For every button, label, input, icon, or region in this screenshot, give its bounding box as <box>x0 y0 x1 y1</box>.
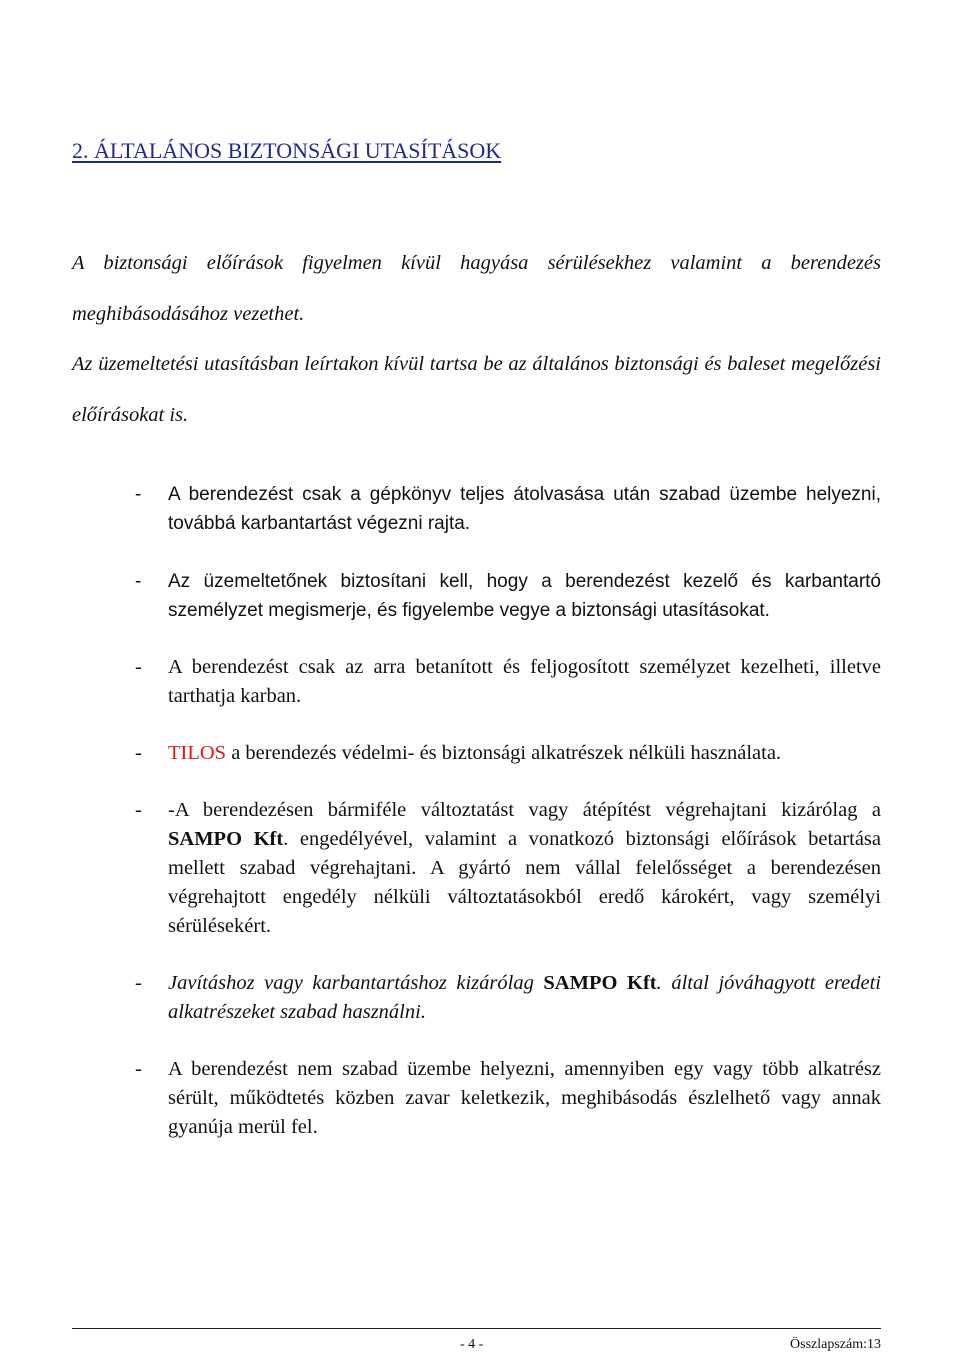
list-item <box>135 796 881 941</box>
page-number: - 4 - <box>460 1337 484 1352</box>
intro-paragraph-2: Az üzemeltetési utasításban leírtakon kívül tartsa be az általános biztonsági és baleset megelőzési előírásokat is. <box>72 353 881 426</box>
list-dash: - <box>135 972 142 994</box>
list-item-text: Az üzemeltetőnek biztosítani kell, hogy a berendezést kezelő és karbantartó személyzet megismerje, és figyelembe vegye a biztonsági utasításokat. <box>168 571 881 621</box>
intro-paragraph-1: A biztonsági előírások figyelmen kívül hagyása sérülésekhez valamint a berendezés meghibásodásához vezethet. <box>72 252 881 325</box>
intro-text <box>72 238 881 440</box>
list-dash: - <box>135 1058 142 1080</box>
footer-divider <box>72 1328 881 1329</box>
section-heading: 2. ÁLTALÁNOS BIZTONSÁGI UTASÍTÁSOK <box>72 138 502 163</box>
list-item-text: A berendezést csak az arra betanított és feljogosított személyzet kezelheti, illetve tarthatja karban. <box>168 656 881 707</box>
list-dash: - <box>135 656 142 678</box>
list-item-text: A berendezést csak a gépkönyv teljes átolvasása után szabad üzembe helyezni, továbbá karbantartást végezni rajta. <box>168 484 881 534</box>
list-dash: - <box>135 799 142 821</box>
list-dash: - <box>135 484 142 505</box>
safety-instruction-list <box>135 480 881 1142</box>
prohibited-label: TILOS <box>168 742 227 764</box>
list-item-text: . által jóváhagyott eredeti alkatrészeket szabad használni. <box>168 972 881 1023</box>
list-item <box>135 739 881 768</box>
company-name: SAMPO Kft <box>543 972 657 994</box>
list-item <box>135 1055 881 1142</box>
list-dash: - <box>135 571 142 592</box>
list-item <box>135 969 881 1027</box>
list-item <box>135 567 881 625</box>
total-pages: Összlapszám:13 <box>790 1337 881 1352</box>
list-item <box>135 653 881 711</box>
list-item-text: Javításhoz vagy karbantartáshoz kizárólag <box>168 972 544 994</box>
list-item-text: A berendezést nem szabad üzembe helyezni, amennyiben egy vagy több alkatrész sérült, működtetés közben zavar keletkezik, meghibásodás észlelhető vagy annak gyanúja merül fel. <box>168 1058 881 1138</box>
company-name: SAMPO Kft <box>168 828 284 850</box>
list-item <box>135 480 881 538</box>
list-item-text: -A berendezésen bármiféle változtatást vagy átépítést végrehajtani kizárólag a <box>168 799 881 821</box>
list-item-text: a berendezés védelmi- és biztonsági alkatrészek nélküli használata. <box>226 742 782 764</box>
list-dash: - <box>135 742 142 764</box>
list-item-text: . engedélyével, valamint a vonatkozó biztonsági előírások betartása mellett szabad végrehajtani. A gyártó nem vállal felelősséget a berendezésen végrehajtott engedély nélküli változtatásokból eredő károkért, vagy személyi sérülésekért. <box>168 828 881 937</box>
